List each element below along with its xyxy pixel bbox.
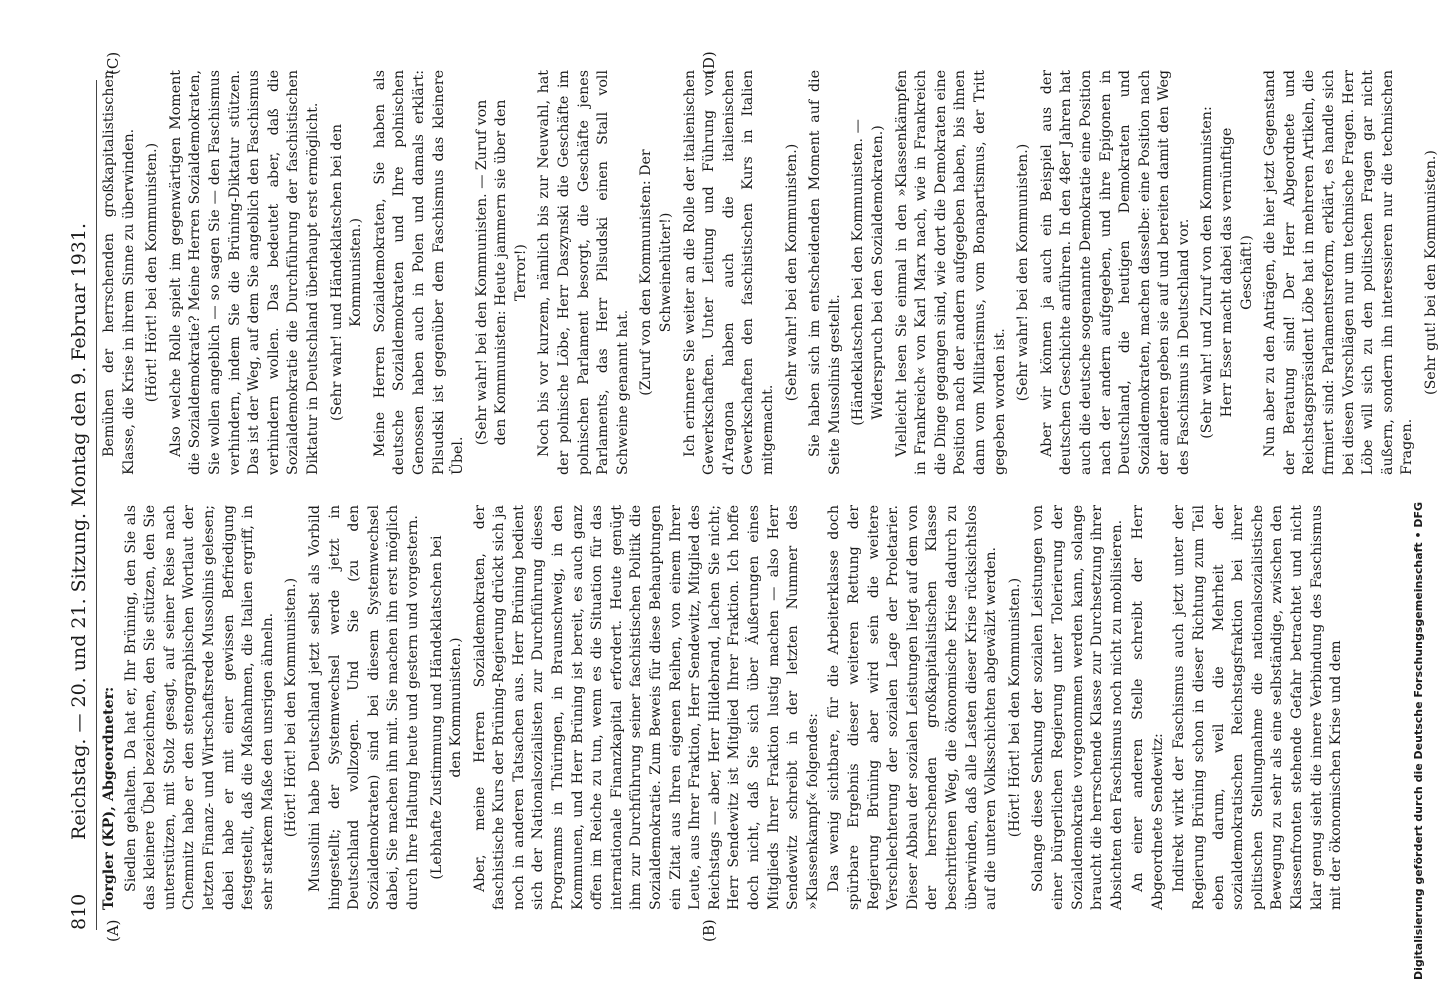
interjection: (Sehr wahr! bei den Kommunisten.) bbox=[1015, 143, 1032, 402]
page-header bbox=[68, 80, 96, 930]
paragraph: Vielleicht lesen Sie einmal in den »Klassenkämpfen in Frankreich« von Karl Marx nach, wie in Frankreich die Dinge gegangen sind, wie dort die Demokraten eine Position nach der andern aufgegeben haben, bis ihnen dann vom Militarismus, vom Bonapartismus, der Tritt gegeben worden ist. bbox=[893, 70, 1008, 475]
margin-letter-d: (D) bbox=[700, 51, 718, 75]
margin-letter-c: (C) bbox=[104, 51, 122, 75]
paragraph: Nun aber zu den Anträgen, die hier jetzt Gegenstand der Beratung sind! Der Herr Abgeordnete und Reichstagspräsident Löbe hat in mehreren Artikeln, die firmiert sind: Parlamentsreform, erklärt, es handle sich bei diesen Vorschlägen nur um technische Fragen. Herr Löbe will sich zu den politischen Fragen gar nicht äußern, sondern ihn interessieren nur die technischen Fragen. bbox=[1262, 70, 1416, 475]
interjection: (Hört! Hört! bei den Kommunisten.) bbox=[1006, 577, 1023, 838]
interjection: (Zuruf von den Kommunisten: Der Schweinehüter!) bbox=[638, 149, 675, 396]
paragraph: Meine Herren Sozialdemokraten, Sie haben als deutsche Sozialdemokraten und Ihre polnischen Genossen haben auch in Polen und damals erklärt: Pilsudski ist gegenüber dem Faschismus das kleinere Übel. bbox=[371, 70, 467, 475]
interjection: (Sehr wahr! und Händeklatschen bei den Kommunisten.) bbox=[328, 124, 365, 421]
paragraph: Sie haben sich im entscheidenden Moment auf die Seite Mussolinis gestellt. bbox=[807, 70, 843, 475]
header-rule bbox=[96, 80, 97, 930]
dfg-credit-text: Digitalisierung gefördert durch die Deutsche Forschungsgemeinschaft • DFG bbox=[1412, 501, 1425, 980]
interjection: (Hört! Hört! bei den Kommunisten.) bbox=[283, 577, 300, 838]
paragraph: Aber, meine Herren Sozialdemokraten, der faschistische Kurs der Brüning-Regierung drückt sich ja noch in anderen Tatsachen aus. Herr Brüning bedient sich der Nationalsozialisten zur Durchführung dieses Programms in Thüringen, in Braunschweig, in den Kommunen, und Herr Brüning ist bereit, es auch ganz offen im Reiche zu tun, wenn es die Situation für das internationale Finanzkapital erfordert. Heute genügt ihm zur Durchführung seiner faschistischen Politik die Sozialdemokratie. Zum Beweis für diese Behauptungen ein Zitat aus Ihren eigenen Reihen, von einem Ihrer Leute, aus Ihrer Fraktion, Herr Sendewitz, Mitglied des Reichstags — aber, Herr Hildebrand, lachen Sie nicht; Herr Sendewitz ist Mitglied Ihrer Fraktion. Ich hoffe doch nicht, daß Sie sich über Äußerungen eines Mitglieds Ihrer Fraktion lustig machen — also Herr Sendewitz schreibt in der letzten Nummer des »Klassenkampf« folgendes: bbox=[471, 505, 821, 910]
left-column bbox=[100, 505, 1345, 910]
paragraph: Bemühen der herrschenden großkapitalistischen Klasse, die Krise in ihrem Sinne zu überwinden. bbox=[101, 70, 137, 475]
dfg-credit bbox=[1412, 10, 1442, 990]
paragraph: Also welche Rolle spielt im gegenwärtigen Moment die Sozialdemokratie? Meine Herren Sozialdemokraten, Sie wollen angeblich — so sagen Sie — den Faschismus verhindern, indem Sie die Brüning-Diktatur stützen. Das ist der Weg, auf dem Sie angeblich den Faschismus verhindern wollen. Das bedeutet aber, daß die Sozialdemokratie die Durchführung der faschistischen Diktatur in Deutschland überhaupt erst ermöglicht. bbox=[167, 70, 321, 475]
margin-letter-a: (A) bbox=[104, 919, 122, 942]
interjection: (Sehr wahr! bei den Kommunisten.) bbox=[783, 143, 800, 402]
margin-letter-b: (B) bbox=[700, 919, 718, 942]
paragraph: Mussolini habe Deutschland jetzt selbst als Vorbild hingestellt; der Systemwechsel werde jetzt in Deutschland vollzogen. Und Sie (zu den Sozialdemokraten) sind bei diesem Systemwechsel dabei, Sie machen ihn mit. Sie machen ihn erst möglich durch Ihre Haltung heute und gestern und vorgestern. bbox=[306, 505, 421, 910]
interjection: (Hört! Hört! bei den Kommunisten.) bbox=[144, 142, 161, 403]
speaker-name: Torgler (KP), Abgeordneter: bbox=[101, 686, 117, 910]
page-number: 810 bbox=[68, 893, 90, 930]
running-title: Reichstag. — 20. und 21. Sitzung. Montag den 9. Februar 1931. bbox=[68, 223, 90, 840]
interjection: (Sehr wahr! und Zuruf von den Kommunisten: Herr Esser macht dabei das vernünftige Geschäft!) bbox=[1199, 106, 1255, 439]
paragraph: Ich erinnere Sie weiter an die Rolle der italienischen Gewerkschaften. Unter Leitung und Führung von d'Aragona haben auch die italienischen Gewerkschaften den faschistischen Kurs in Italien mitgemacht. bbox=[681, 70, 776, 475]
interjection: (Sehr gut! bei den Kommunisten.) bbox=[1423, 150, 1439, 395]
paragraph: Aber wir können ja auch ein Beispiel aus der deutschen Geschichte anführen. In den 48er Jahren hat auch die deutsche sogenannte Demokratie eine Position nach der andern aufgegeben, und ihre Epigonen in Deutschland, die heutigen Demokraten und Sozialdemokraten, machen dasselbe: eine Position nach der anderen geben sie auf und bereiten damit den Weg des Faschismus in Deutschland vor. bbox=[1038, 70, 1192, 475]
interjection: (Lebhafte Zustimmung und Händeklatschen bei den Kommunisten.) bbox=[428, 535, 465, 880]
quote-paragraph: Das wenig sichtbare, für die Arbeiterklasse doch spürbare Ergebnis dieser weiteren Rettung der Regierung Brüning aber wird sein die weitere Verschlechterung der sozialen Lage der Proletarier. Dieser Abbau der sozialen Leistungen liegt auf dem von der herrschenden großkapitalistischen Klasse beschrittenen Weg, die ökonomische Krise dadurch zu überwinden, daß alle Lasten dieser Krise rücksichtslos auf die unteren Volksschichten abgewälzt werden. bbox=[826, 505, 1000, 910]
interjection: (Händeklatschen bei den Kommunisten. — Widerspruch bei den Sozialdemokraten.) bbox=[850, 119, 886, 426]
paragraph: An einer anderen Stelle schreibt der Herr Abgeordnete Sendewitz: bbox=[1130, 505, 1166, 910]
quote-paragraph: Indirekt wirkt der Faschismus auch jetzt unter der Regierung Brüning schon in dieser Richtung zum Teil eben darum, weil die Mehrheit der sozialdemokratischen Reichstagsfraktion bei ihrer politischen Stellungnahme die nationalsozialistische Bewegung zu sehr als eine selbständige, zwischen den Klassenfronten stehende Gefahr betrachtet und nicht klar genug sieht die innere Verbindung des Faschismus mit der ökonomischen Krise und dem bbox=[1171, 505, 1345, 910]
paragraph: Noch bis vor kurzem, nämlich bis zur Neuwahl, hat der polnische Löbe, Herr Daszynski die Geschäfte im polnischen Parlament besorgt, die Geschäfte jenes Parlaments, das Herr Pilsudski einen Stall voll Schweine genannt hat. bbox=[536, 70, 631, 475]
interjection: (Sehr wahr! bei den Kommunisten. — Zuruf von den Kommunisten: Heute jammern sie über den Terror!) bbox=[473, 99, 529, 446]
right-column bbox=[100, 70, 1439, 475]
quote-paragraph: Solange diese Senkung der sozialen Leistungen von einer bürgerlichen Regierung unter Tolerierung der Sozialdemokratie vorgenommen werden kann, solange braucht die herrschende Klasse zur Durchsetzung ihrer Absichten den Faschismus noch nicht zu mobilisieren. bbox=[1030, 505, 1125, 910]
paragraph: Siedlen gehalten. Da hat er, Ihr Brüning, den Sie als das kleinere Übel bezeichnen, den Sie stützen, den Sie unterstützen, mit Stolz gesagt, auf seiner Reise nach Chemnitz habe er den stenographischen Wortlaut der letzten Finanz- und Wirtschaftsrede Mussolinis gelesen; dabei habe er mit einer gewissen Befriedigung festgestellt, daß die Maßnahmen, die Italien ergriff, in sehr starkem Maße den unsrigen ähneln. bbox=[122, 505, 276, 910]
